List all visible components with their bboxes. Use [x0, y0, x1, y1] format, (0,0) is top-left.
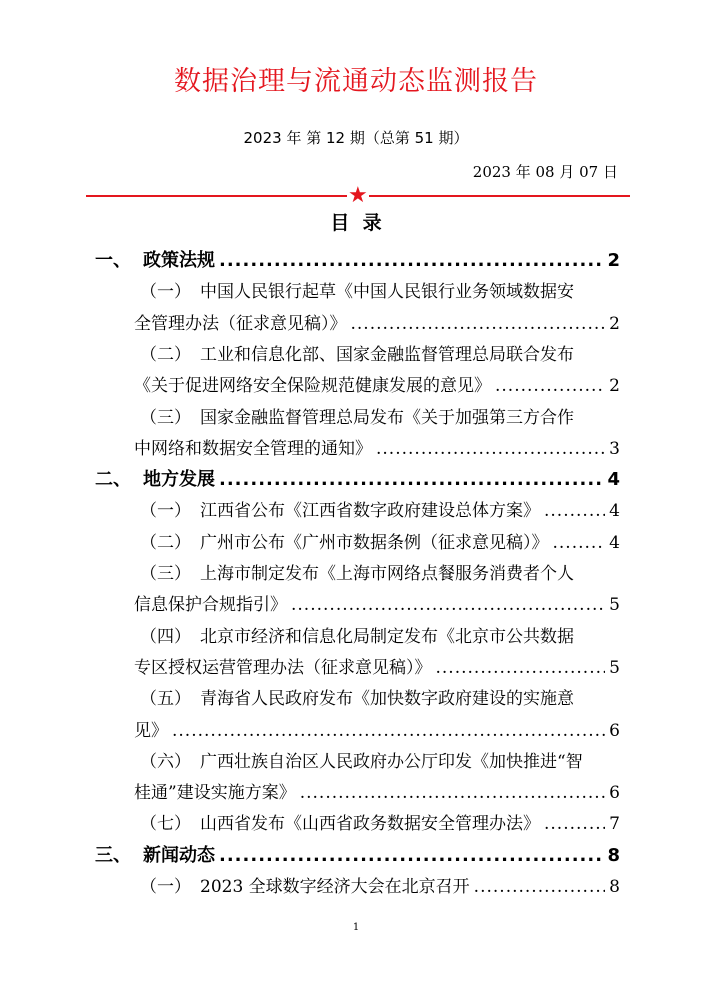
toc-entry-title: 上海市制定发布《上海市网络点餐服务消费者个人 — [200, 564, 574, 584]
toc-entry[interactable] — [140, 280, 620, 304]
toc-page-number: 8 — [609, 877, 620, 897]
toc-entry-number: （三） — [140, 407, 191, 428]
toc-section-title: 新闻动态 — [143, 844, 215, 866]
toc-entry[interactable] — [140, 875, 620, 899]
toc-entry-title: 全管理办法（征求意见稿）》 — [134, 313, 347, 334]
toc-entry[interactable] — [140, 625, 620, 649]
toc-entry-title: 中国人民银行起草《中国人民银行业务领域数据安 — [200, 282, 574, 303]
toc-entry-number: （七） — [140, 814, 191, 835]
toc-leader-dots — [544, 499, 605, 523]
toc-leader-dots — [436, 656, 606, 680]
toc-leader-dots — [219, 468, 603, 492]
toc-entry-number: （二） — [140, 344, 191, 365]
toc-page-number: 3 — [609, 438, 620, 459]
toc-entry-title: 《关于促进网络安全保险规范健康发展的意见》 — [134, 376, 491, 397]
toc-page-number: 7 — [609, 814, 620, 835]
toc-entry-title: 江西省公布《江西省数字政府建设总体方案》 — [200, 501, 540, 522]
toc-page-number: 8 — [607, 844, 620, 866]
toc-entry-continued[interactable] — [134, 593, 620, 617]
toc-page-number: 5 — [609, 657, 620, 678]
toc-entry-continued[interactable] — [134, 374, 620, 398]
toc-section[interactable] — [95, 468, 620, 492]
toc-leader-dots — [474, 875, 606, 899]
report-title: 数据治理与流通动态监测报告 — [174, 66, 538, 97]
toc-entry-title: 国家金融监督管理总局发布《关于加强第三方合作 — [200, 407, 574, 428]
toc-entry-number: （四） — [140, 626, 191, 647]
toc-leader-dots — [495, 374, 605, 398]
toc-entry[interactable] — [140, 562, 620, 586]
toc-entry-continued[interactable] — [134, 312, 620, 336]
toc-leader-dots — [544, 812, 605, 836]
toc-page-number: 6 — [609, 783, 620, 804]
toc-section-number: 三、 — [95, 844, 131, 866]
toc-entry[interactable] — [140, 499, 620, 523]
toc-page-number: 5 — [609, 595, 620, 616]
toc-entry-title: 广州市公布《广州市数据条例（征求意见稿）》 — [200, 532, 549, 553]
toc-entry-continued[interactable] — [134, 656, 620, 680]
toc-leader-dots — [219, 249, 603, 273]
toc-leader-dots — [351, 312, 606, 336]
toc-page-number: 2 — [609, 376, 620, 397]
toc-leader-dots — [300, 781, 605, 805]
toc-section-number: 二、 — [95, 469, 131, 491]
toc-entry-continued[interactable] — [134, 437, 620, 461]
toc-section[interactable] — [95, 249, 620, 273]
toc-entry-continued[interactable] — [134, 781, 620, 805]
toc-leader-dots — [172, 719, 605, 743]
toc-entry[interactable] — [140, 406, 620, 430]
toc-section-number: 一、 — [95, 250, 131, 271]
toc-leader-dots — [553, 531, 606, 555]
toc-entry[interactable] — [140, 531, 620, 555]
toc-page-number: 2 — [609, 313, 620, 334]
toc-entry-title: 2023 全球数字经济大会在北京召开 — [200, 877, 470, 897]
toc-entry-title: 青海省人民政府发布《加快数字政府建设的实施意 — [200, 689, 574, 710]
toc-entry-title: 山西省发布《山西省政务数据安全管理办法》 — [200, 814, 540, 835]
toc-entry-continued[interactable] — [134, 719, 620, 743]
toc-leader-dots — [376, 437, 605, 461]
toc-entry-title: 广西壮族自治区人民政府办公厅印发《加快推进“智 — [200, 751, 583, 772]
toc-entry[interactable] — [140, 812, 620, 836]
toc-page-number: 4 — [609, 532, 620, 553]
toc-section-title: 政策法规 — [143, 250, 215, 271]
toc-entry-number: （六） — [140, 751, 191, 772]
toc-entry-number: （二） — [140, 532, 191, 553]
toc-entry-title: 中网络和数据安全管理的通知》 — [134, 438, 372, 459]
toc-entry-number: （一） — [140, 501, 191, 522]
toc-page-number: 2 — [607, 250, 620, 271]
toc-section-title: 地方发展 — [143, 469, 215, 491]
toc-entry[interactable] — [140, 687, 620, 711]
issue-number: 2023 年 第 12 期（总第 51 期） — [243, 129, 469, 147]
toc-heading: 目 录 — [330, 212, 382, 234]
star-icon: ★ — [348, 183, 368, 208]
toc-page-number: 4 — [609, 501, 620, 522]
toc-entry-number: （一） — [140, 877, 191, 897]
toc-entry-title: 桂通”建设实施方案》 — [134, 783, 296, 804]
toc-entry-number: （一） — [140, 282, 191, 303]
toc-entry-title: 见》 — [134, 720, 168, 741]
page-number: 1 — [352, 922, 360, 933]
toc-entry-title: 工业和信息化部、国家金融监督管理总局联合发布 — [200, 344, 574, 365]
toc-leader-dots — [291, 593, 605, 617]
toc-entry-title: 专区授权运营管理办法（征求意见稿）》 — [134, 657, 432, 678]
toc-leader-dots — [219, 844, 603, 868]
toc-page-number: 4 — [607, 469, 620, 491]
toc-entry-title: 信息保护合规指引》 — [134, 595, 287, 616]
issue-date: 2023 年 08 月 07 日 — [472, 163, 618, 181]
toc-section[interactable] — [95, 844, 620, 868]
toc-entry[interactable] — [140, 750, 620, 774]
toc-entry-title: 北京市经济和信息化局制定发布《北京市公共数据 — [200, 626, 574, 647]
toc-page-number: 6 — [609, 720, 620, 741]
toc-entry-number: （五） — [140, 689, 191, 710]
toc-entry-number: （三） — [140, 564, 191, 584]
toc-entry[interactable] — [140, 343, 620, 367]
